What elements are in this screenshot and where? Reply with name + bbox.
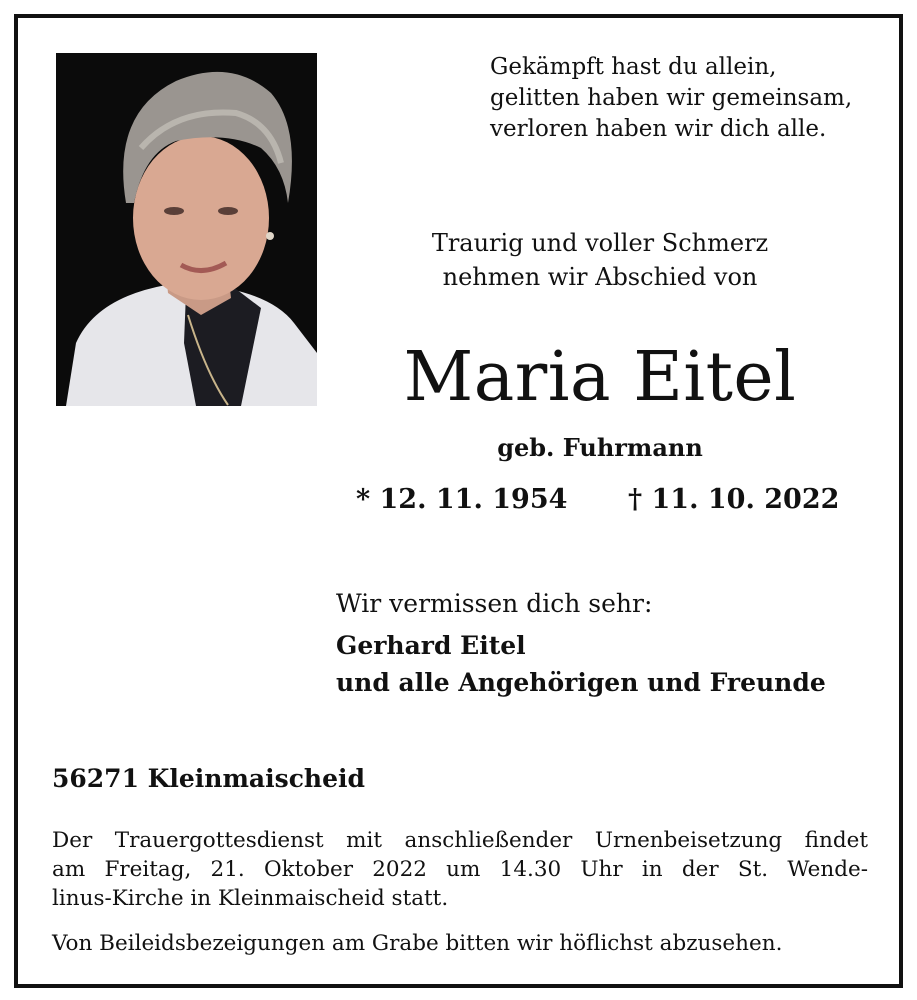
- service-details: [52, 826, 868, 913]
- location: 56271 Kleinmaischeid: [52, 764, 365, 793]
- mourners-list: [336, 627, 896, 701]
- intro-line: nehmen wir Abschied von: [442, 263, 758, 291]
- mourner-line: und alle Angehörigen und Freunde: [336, 668, 826, 697]
- deceased-name: Maria Eitel: [403, 338, 797, 417]
- mourner-line: Gerhard Eitel: [336, 631, 526, 660]
- service-line: Der Trauergottesdienst mit anschließender Urnenbeisetzung findet: [52, 828, 868, 853]
- poem-line: gelitten haben wir gemeinsam,: [490, 85, 853, 111]
- poem-verse: [490, 52, 890, 145]
- life-dates: [356, 484, 856, 520]
- maiden-name: geb. Fuhrmann: [497, 433, 703, 462]
- intro-line: Traurig und voller Schmerz: [431, 229, 769, 257]
- portrait-photo: [56, 53, 317, 406]
- farewell-intro: [390, 226, 810, 294]
- closing-note: Von Beileidsbezeigungen am Grabe bitten wir höflichst abzusehen.: [52, 931, 783, 956]
- mourners-intro: Wir vermissen dich sehr:: [336, 589, 653, 618]
- birth-date: * 12. 11. 1954: [356, 484, 568, 515]
- service-line: linus-Kirche in Kleinmaischeid statt.: [52, 886, 449, 911]
- service-line: am Freitag, 21. Oktober 2022 um 14.30 Uhr in der St. Wende-: [52, 857, 868, 882]
- death-date: † 11. 10. 2022: [628, 484, 840, 515]
- portrait-illustration: [56, 53, 317, 406]
- poem-line: Gekämpft hast du allein,: [490, 54, 777, 80]
- poem-line: verloren haben wir dich alle.: [490, 116, 827, 142]
